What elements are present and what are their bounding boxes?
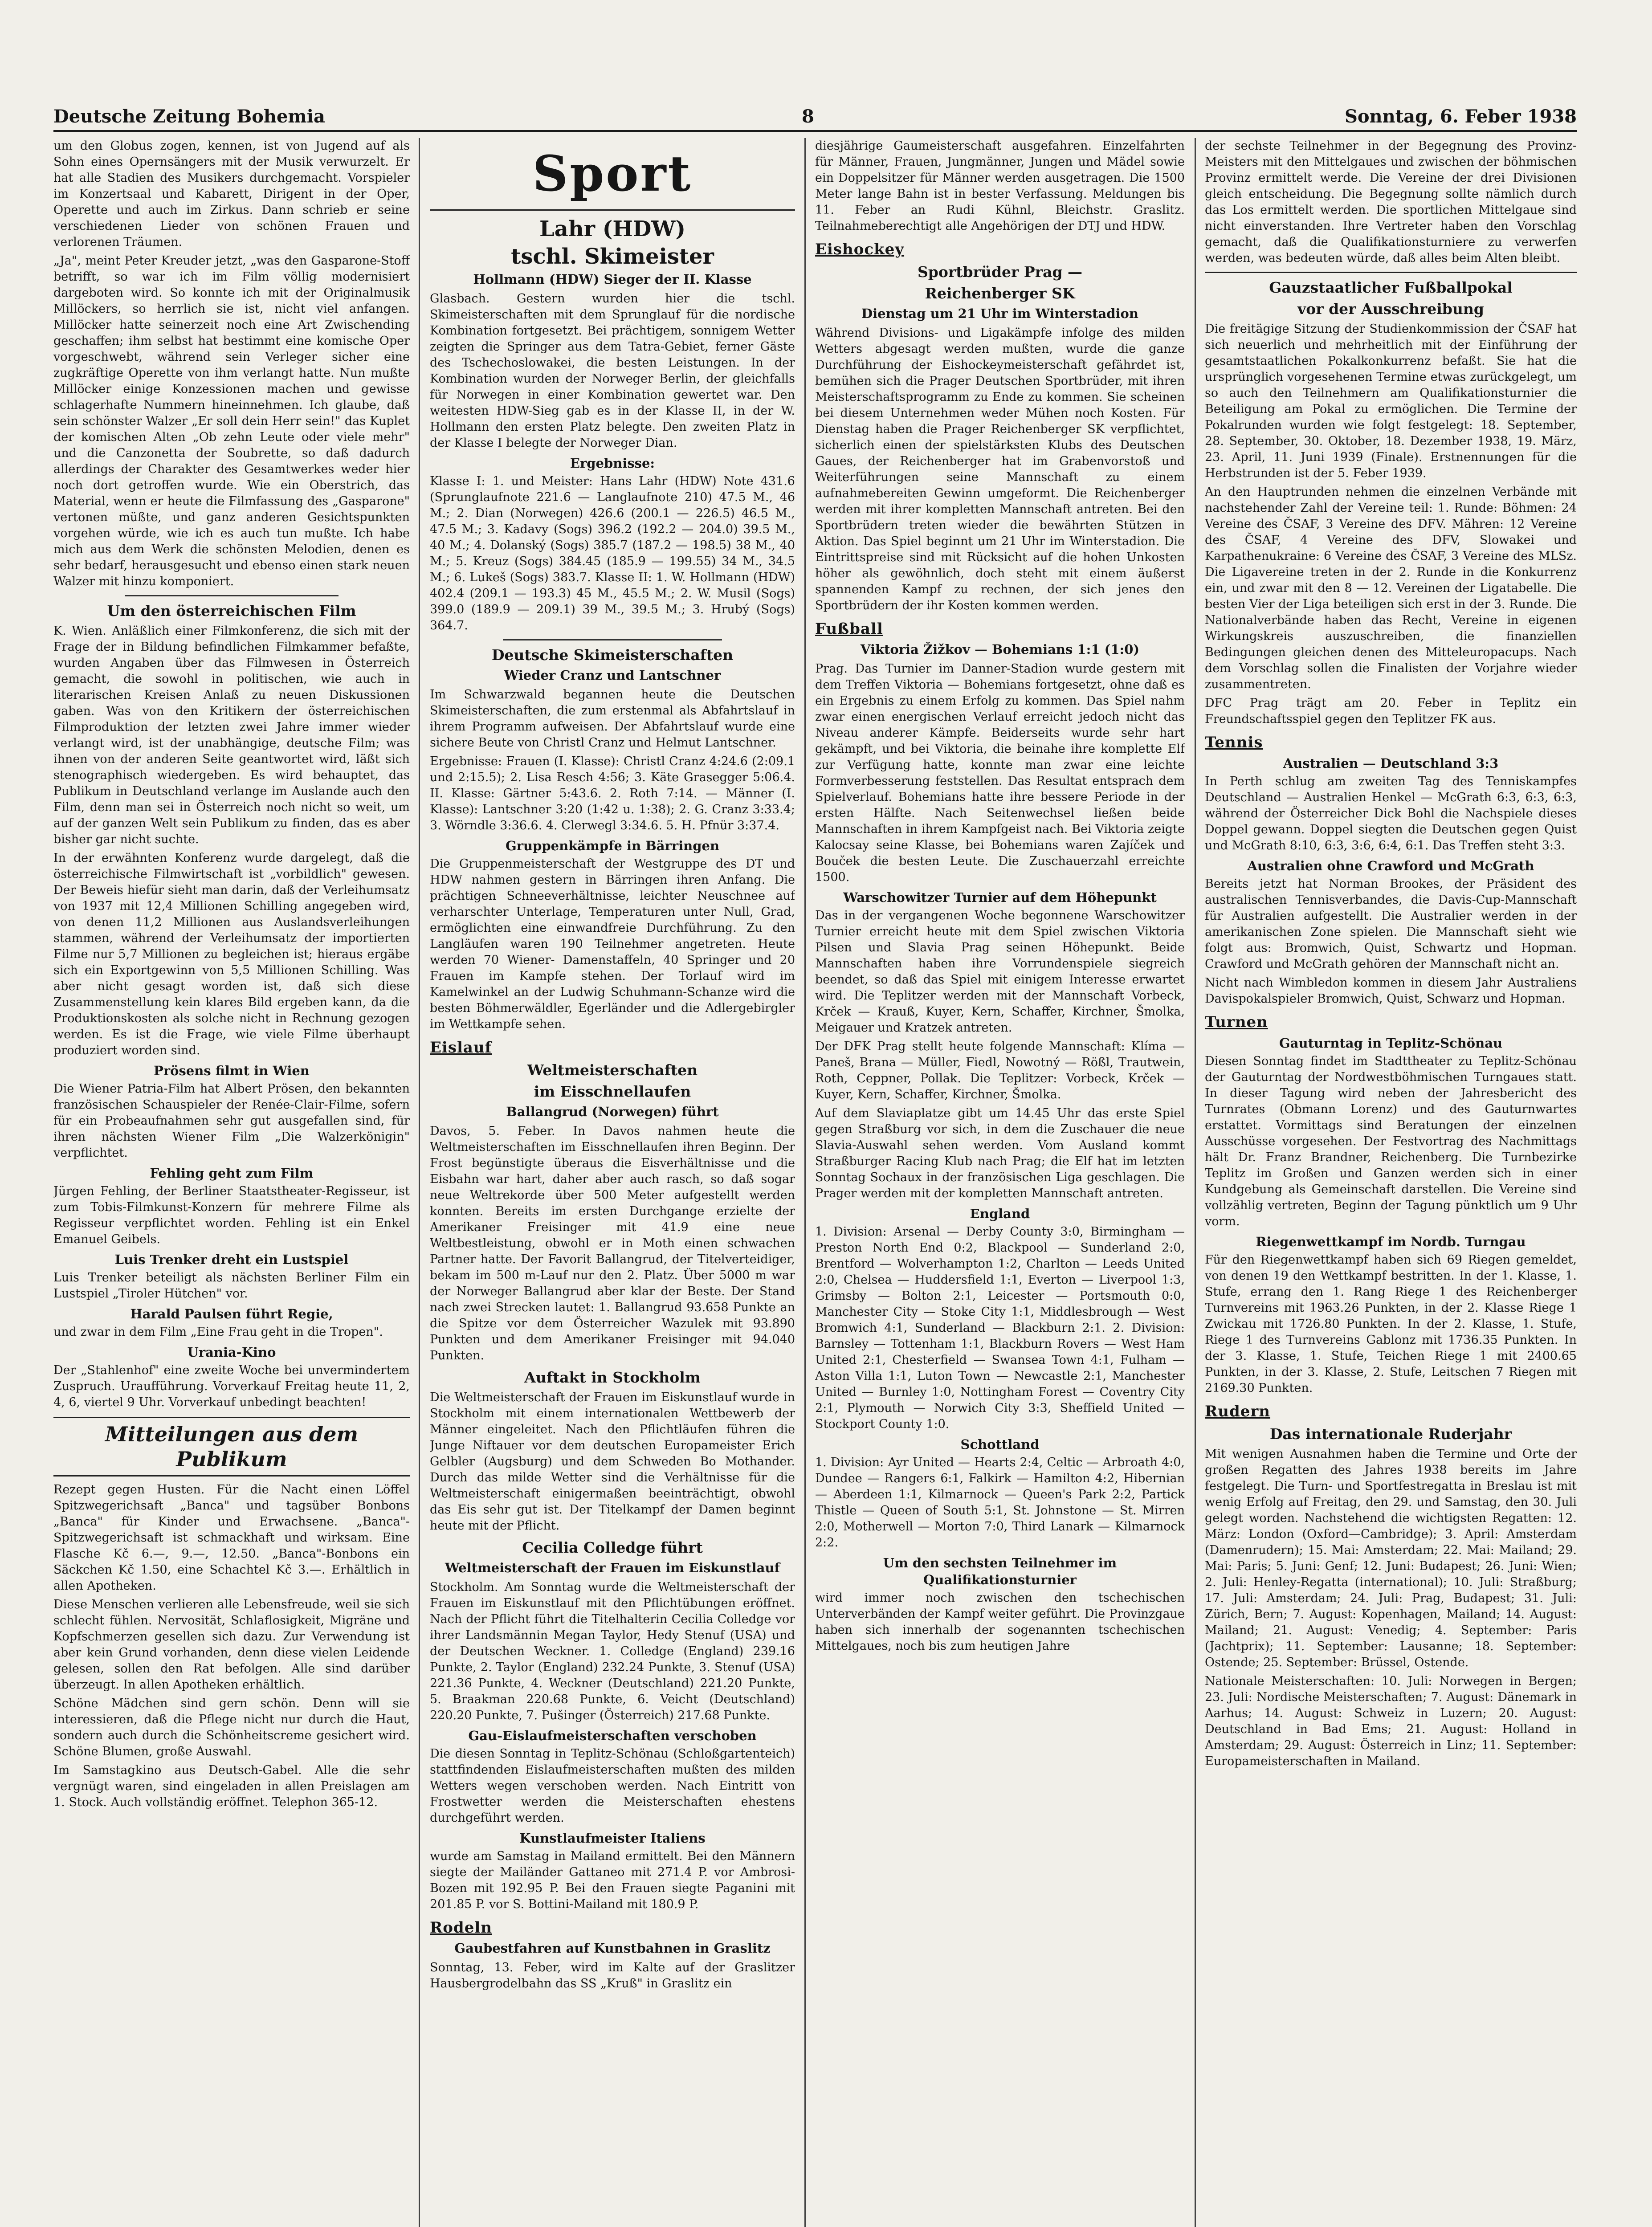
issue-date: Sonntag, 6. Feber 1938 xyxy=(1344,106,1577,127)
subheadline: Weltmeisterschaft der Frauen im Eiskunstlauf xyxy=(445,1560,780,1575)
article-text: und zwar in dem Film „Eine Frau geht in die Tropen". xyxy=(53,1325,383,1339)
headline: Um den sechsten Teilnehmer im Qualifikationsturnier xyxy=(883,1555,1117,1587)
article-text: An den Hauptrunden nehmen die einzelnen Verbände mit nachstehender Zahl der Vereine teil: 1. Runde: Böhmen: 24 Vereine des ČSAF, 3 Vereine des DFV. Mähren: 12 Vereine des ČSAF, 4 Vereine des DFV, Slowakei und Karpathenukraine: 6 Vereine des ČSAF, 3 Vereine des MLSz. Die Ligavereine treten in der 2. Runde in die Konkurrenz ein, und zwar mit den 8 — 12. Vereinen der Ligatabelle. Die besten Vier der Liga beteiligen sich erst in der 3. Runde. Die Nationalverbände haben das Recht, Vereine in eigenen Wirkungskreis auszuschreiben, die finanziellen Bedingungen gleichen denen des Mitteleuropacups. Nach dem Vorschlag sollen die Finalisten der Vorjahre wieder zusammentreten. xyxy=(1205,485,1577,691)
section-label: Rodeln xyxy=(430,1919,492,1937)
headline: vor der Ausschreibung xyxy=(1297,300,1484,318)
article-text: Prag. Das Turnier im Danner-Stadion wurde gestern mit dem Treffen Viktoria — Bohemians fortgesetzt, ohne daß es ein Ergebnis zu einem Erfolg zu kommen. Das Spiel nahm zwar einen energischen Verlauf erreicht jedoch nicht das Niveau anderer Kämpfe. Beiderseits wurde sehr hart gekämpft, und bei Viktoria, die beinahe ihre komplette Elf zur Verfügung hatte, konnte man zwar eine leichte Formverbesserung feststellen. Das Resultat entsprach dem Spielverlauf. Bohemians hatte ihre bessere Periode in der ersten Hälfte. Nach Seitenwechsel ließen beide Mannschaften in ihrem Kampfgeist nach. Bei Viktoria zeigte Kalocsay seine Klasse, bei Bohemians waren Zajíček und Bouček die besten Leute. Die Zuschauerzahl erreichte 1500. xyxy=(815,662,1185,884)
article-text: Der „Stahlenhof" eine zweite Woche bei unvermindertem Zuspruch. Uraufführung. Vorverkauf Freitag heute 11, 2, 4, 6, viertel 9 Uhr. Vorverkauf unbedingt beachten! xyxy=(53,1363,410,1409)
headline: Luis Trenker dreht ein Lustspiel xyxy=(114,1252,349,1267)
article-text: Schöne Mädchen sind gern schön. Denn will sie interessieren, daß die Pflege nicht nur durch die Haut, sondern auch durch die Schönheitscreme gesichert wird. Schöne Blumen, große Auswahl. xyxy=(53,1697,410,1758)
article-text: Nicht nach Wimbledon kommen in diesem Jahr Australiens Davispokalspieler Bromwich, Quist, Schwarz und Hopman. xyxy=(1205,976,1577,1006)
headline: Riegenwettkampf im Nordb. Turngau xyxy=(1256,1234,1526,1249)
section-label: Tennis xyxy=(1205,734,1263,751)
subheadline: Viktoria Žižkov — Bohemians 1:1 (1:0) xyxy=(860,642,1140,657)
masthead xyxy=(53,106,1577,128)
article-text: In Perth schlug am zweiten Tag des Tenniskampfes Deutschland — Australien Henkel — McGrath 6:3, 6:3, 6:3, während der Österreicher Dick Bohl die Nachspiele dieses Doppel gewann. Doppel siegten die Deutschen gegen Quist und McGrath 8:10, 6:3, 3:6, 6:4, 6:1. Das Treffen steht 3:3. xyxy=(1205,775,1577,852)
headline: tschl. Skimeister xyxy=(511,244,714,269)
headline: England xyxy=(970,1206,1030,1221)
headline: Schottland xyxy=(960,1437,1040,1452)
article-text: Davos, 5. Feber. In Davos nahmen heute die Weltmeisterschaften im Eisschnellaufen ihren Beginn. Der Frost begünstigte überaus die Eisverhältnisse und die Eisbahn war hart, daher aber auch rasch, so daß sogar neue Weltrekorde über 500 Meter aufgestellt werden konnten. Bereits im ersten Durchgange erzielte der Amerikaner Freisinger mit 41.9 eine neue Weltbestleistung, obwohl er in Moth einen schwachen Partner hatte. Der Favorit Ballangrud, der Titelverteidiger, bekam im 500 m-Lauf nur den 2. Platz. Über 5000 m war der Norweger Ballangrud aber klar der Beste. Der Stand nach zwei Strecken lautet: 1. Ballangrud 93.658 Punkte an die Spitze vor dem Österreicher Wazulek mit 93.890 Punkten und dem Amerikaner Freisinger mit 94.040 Punkten. xyxy=(430,1124,795,1362)
results-text: 1. Division: Ayr United — Hearts 2:4, Celtic — Arbroath 4:0, Dundee — Rangers 6:1, Falkirk — Hamilton 4:2, Hibernian — Aberdeen 1:1, Kilmarnock — Queen's Park 2:2, Partick Thistle — Queen of South 5:1, St. Johnstone — St. Mirren 2:0, Motherwell — Morton 7:0, Third Lanark — Kilmarnock 2:2. xyxy=(815,1456,1185,1550)
column-separator xyxy=(804,138,806,2227)
masthead-rule xyxy=(53,130,1577,132)
article-text: Das in der vergangenen Woche begonnene Warschowitzer Turnier erreicht heute mit dem Spiel zwischen Viktoria Pilsen und Slavia Prag seinen Höhepunkt. Beide Mannschaften haben ihre Vorrundenspiele siegreich beendet, so daß das Spiel mit einigem Interesse erwartet wird. Die Teplitzer werden mit der Mannschaft Vorbeck, Krček — Krauß, Kuyer, Kern, Schaffer, Kirchner, Šmolka, Meigauer und Kratzek antreten. xyxy=(815,909,1185,1035)
headline: Cecilia Colledge führt xyxy=(522,1539,703,1556)
column-3 xyxy=(815,138,1185,2227)
column-1 xyxy=(53,138,410,2227)
headline: Gauzstaatlicher Fußballpokal xyxy=(1269,279,1513,296)
article-text: der sechste Teilnehmer in der Begegnung des Provinz-Meisters mit den Mittelgaues und zwischen der böhmischen Provinz ermittelt werde. Die Vereine der drei Divisionen gleich entscheidung. Die Begegnung sollte nämlich durch das Los ermittelt werden. Die sportlichen Mittelgaue sind nicht einverstanden. Ihre Vertreter haben den Vorschlag gemacht, daß die Qualifikationsturniere zu verwerfen werden, was bedeuten würde, daß alles beim Alten bleibt. xyxy=(1205,139,1577,265)
article-text: Die freitägige Sitzung der Studienkommission der ČSAF hat sich neuerlich und mehrheitlich mit der Einführung der gesamtstaatlichen Pokalkonkurrenz befaßt. Sie hat die ursprünglich vorgesehenen Termine etwas zurückgelegt, um so auch den Teilnehmern am Qualifikationsturnier die Beteiligung am Pokal zu ermöglichen. Die Termine der Pokalrunden wurden wie folgt festgelegt: 18. September, 28. September, 30. Oktober, 18. Dezember 1938, 19. März, 23. April, 11. Juni 1939 (Finale). Erstnennungen für die Herbstrunden ist der 5. Feber 1939. xyxy=(1205,322,1577,480)
headline: Prösens filmt in Wien xyxy=(154,1063,310,1078)
headline: Deutsche Skimeisterschaften xyxy=(491,646,734,664)
article-text: Während Divisions- und Ligakämpfe infolge des milden Wetters abgesagt werden mußten, wurde die ganze Durchführung der Eishockeymeisterschaft gefährdet ist, bemühen sich die Prager Deutschen Sportbrüder, mit ihren Meisterschaftsprogramm zu Ende zu kommen. Sie scheinen bei diesem Unternehmen weder Mühen noch Kosten. Für Dienstag haben die Prager Reichenberger SK verpflichtet, sicherlich einen der spielstärksten Klubs des Deutschen Gaues, der Reichenberger hat im Grabenvorstoß und Weiterführungen seine Mannschaft zu einem aufnahmebereiten Gewinn umgeformt. Die Reichenberger werden mit ihrer kompletten Mannschaft antreten. Bei den Sportbrüdern treten wieder die bewährten Stützen in Aktion. Das Spiel beginnt um 21 Uhr im Winterstadion. Die Eintrittspreise sind mit Rücksicht auf die hohen Unkosten höher als gewöhnlich, doch steht mit einem äußerst spannenden Kampf zu rechnen, der sich jenes den Sportbrüdern der ihr Kosten kommen werden. xyxy=(815,326,1185,612)
article-text: Diesen Sonntag findet im Stadttheater zu Teplitz-Schönau der Gauturntag der Nordwestböhmischen Turngaues statt. In dieser Tagung wird neben der Jahresbericht des Turnrates (Obmann Lorenz) und des Gauturnwartes erstattet. Vormittags sind Beratungen der einzelnen Ausschüsse vorgesehen. Der Festvortrag des Nachmittags hält Dr. Franz Brandner, Reichenberg. Die Turnbezirke Teplitz im Großen und Ganzen werden sich in einer Kundgebung als Gemeinschaft darstellen. Die Vereine sind vollzählig vertreten, Beginn der Tagung pünktlich um 9 Uhr vorm. xyxy=(1205,1054,1577,1228)
headline: Kunstlaufmeister Italiens xyxy=(519,1831,706,1846)
headline: Weltmeisterschaften xyxy=(527,1061,698,1079)
results-text: Klasse I: 1. und Meister: Hans Lahr (HDW) Note 431.6 (Sprunglaufnote 221.6 — Langlaufnote 210) 47.5 M., 46 M.; 2. Dian (Norwegen) 426.6 (200.1 — 226.5) 46.5 M., 47.5 M.; 3. Kadavy (Sogs) 396.2 (192.2 — 204.0) 39.5 M., 40 M.; 4. Dolanský (Sogs) 385.7 (187.2 — 198.5) 38 M., 40 M.; 5. Kreuz (Sogs) 384.45 (185.9 — 199.55) 34 M., 34.5 M.; 6. Lukeš (Sogs) 383.7. Klasse II: 1. W. Hollmann (HDW) 402.4 (209.1 — 193.3) 45 M., 45.5 M.; 2. W. Musil (Sogs) 399.0 (189.9 — 209.1) 39 M., 39.5 M.; 3. Hrubý (Sogs) 364.7. xyxy=(430,474,795,632)
column-4 xyxy=(1205,138,1577,2227)
subheadline: Wieder Cranz und Lantschner xyxy=(504,668,721,683)
subheadline: Ballangrud (Norwegen) führt xyxy=(506,1104,719,1119)
divider xyxy=(503,639,722,640)
section-label: Eislauf xyxy=(430,1039,492,1056)
article-text: Sonntag, 13. Feber, wird im Kalte auf der Graslitzer Hausbergrodelbahn das SS „Kruß" in Graslitz ein xyxy=(430,1961,795,1990)
article-text: diesjährige Gaumeisterschaft ausgefahren. Einzelfahrten für Männer, Frauen, Jungmänner, Jungen und Mädel sowie ein Doppelsitzer für Männer werden ausgetragen. Die 1500 Meter lange Bahn ist in bester Verfassung. Meldungen bis 11. Feber an Rudi Kühnl, Bleichstr. Graslitz. Teilnahmeberechtigt alle Angehörigen der DTJ und HDW. xyxy=(815,139,1185,233)
headline: Lahr (HDW) xyxy=(539,216,686,241)
headline: Reichenberger SK xyxy=(925,285,1075,302)
section-label: Turnen xyxy=(1205,1013,1268,1031)
results-text: Ergebnisse: Frauen (I. Klasse): Christl Cranz 4:24.6 (2:09.1 und 2:15.5); 2. Lisa Resch 4:56; 3. Käte Grasegger 5:06.4. II. Klasse: Gärtner 5:43.6. 2. Roth 7:14. — Männer (I. Klasse): Lantschner 3:20 (1:42 u. 1:38); 2. G. Cranz 3:33.4; 3. Wörndle 3:36.6. 4. Clerwegl 3:34.6. 5. H. Pfnür 3:37.4. xyxy=(430,755,795,832)
divider xyxy=(1205,272,1577,273)
headline: Um den österreichischen Film xyxy=(107,602,356,620)
headline: Gauturntag in Teplitz-Schönau xyxy=(1279,1036,1503,1051)
paper-name: Deutsche Zeitung Bohemia xyxy=(53,106,325,127)
divider xyxy=(430,209,795,211)
article-text: Im Schwarzwald begannen heute die Deutschen Skimeisterschaften, die zum erstenmal als Abfahrtslauf in ihrem Programm aufweisen. Der Abfahrtslauf wurde eine sichere Beute von Christl Cranz und Helmut Lantschner. xyxy=(430,688,795,750)
article-text: wurde am Samstag in Mailand ermittelt. Bei den Männern siegte der Mailänder Gattaneo mit 271.4 P. vor Ambrosi-Bozen mit 192.95 P. Bei den Frauen siegte Paganini mit 201.85 P. vor S. Bottini-Mailand mit 180.9 P. xyxy=(430,1849,795,1911)
column-separator xyxy=(1195,138,1196,2227)
article-text: Im Samstagkino aus Deutsch-Gabel. Alle die sehr vergnügt waren, sind eingeladen in allen Preislagen am 1. Stock. Auch vollständig eröffnet. Telephon 365-12. xyxy=(53,1763,410,1809)
article-text: Die diesen Sonntag in Teplitz-Schönau (Schloßgartenteich) stattfindenden Eislaufmeisterschaften mußten des milden Wetters wegen verschoben werden. Nach Eintritt von Frostwetter werden die Meisterschaften ehestens durchgeführt werden. xyxy=(430,1747,795,1825)
headline: Das internationale Ruderjahr xyxy=(1269,1425,1512,1443)
section-title: Sport xyxy=(532,145,693,202)
article-text: Jürgen Fehling, der Berliner Staatstheater-Regisseur, ist zum Tobis-Filmkunst-Konzern für mehrere Filme als Regisseur verpflichtet worden. Fehling ist ein Enkel Emanuel Geibels. xyxy=(53,1184,410,1246)
headline: Harald Paulsen führt Regie, xyxy=(130,1306,333,1322)
column-separator xyxy=(419,138,420,2227)
column-2 xyxy=(430,138,795,2227)
article-text: „Ja", meint Peter Kreuder jetzt, „was den Gasparone-Stoff betrifft, so war ich im Film völlig modernisiert dargeboten wird. So konnte ich mit der Originalmusik Millöckers, so herrlich sie ist, nicht viel anfangen. Millöcker hatte seinerzeit noch eine Art Zwischending geschaffen; ihm selbst hat bestimmt eine komische Oper vorgeschwebt, während sein Verleger sicher eine zugkräftige Operette von ihm verlangt hatte. Nun mußte Millöcker einige Konzessionen machen und gewisse schlagerhafte Nummern hineinnehmen. Ich glaube, daß sein schönster Walzer „Er soll dein Herr sein!" das Kuplet der komischen Alten „Ob zehn Leute oder viele mehr" und die Canzonetta der Soubrette, so daß dadurch allerdings der Charakter des Gesamtwerkes weder hier noch dort getroffen wurde. Wie ein Oberstrich, das Material, wenn er heute die Filmfassung des „Gasparone" vertonen müßte, und ganz anderen Gesichtspunkten vorgehen würde, wie ich es auch tun mußte. Ich habe mich aus dem Werk die schönsten Melodien, denen es sehr bedarf, herausgesucht und ebenso einen stark neuen Walzer mit hinzu komponiert. xyxy=(53,254,410,588)
page-number: 8 xyxy=(802,106,814,127)
article-text: Die Gruppenmeisterschaft der Westgruppe des DT und HDW nahmen gestern in Bärringen ihren Anfang. Die prächtigen Schneeverhältnisse, leichter Neuschnee auf verharschter Unterlage, Temperaturen unter Null, Grad, ermöglichten eine einwandfreie Durchführung. Zu den Langläufen waren 190 Teilnehmer angetreten. Heute werden 70 Wiener- Damenstaffeln, 40 Springer und 20 Frauen im Kampfe stehen. Der Torlauf wird im Kamelwinkel an der Ludwig Schuhmann-Schanze wird die besten Böhmerwäldler, Egerländer und die Adlergebirgler im Wettkampfe sehen. xyxy=(430,857,795,1031)
headline: Gruppenkämpfe in Bärringen xyxy=(505,838,720,853)
article-text: Rezept gegen Husten. Für die Nacht einen Löffel Spitzwegerichsaft „Banca" und tagsüber Bonbons „Banca" für Kinder und Erwachsene. „Banca"-Spitzwegerichsaft ist schmackhaft und wirksam. Eine Flasche Kč 6.—, 9.—, 12.50. „Banca"-Bonbons ein Säckchen Kč 1.50, eine Schachtel Kč 3.—. Erhältlich in allen Apotheken. xyxy=(53,1483,410,1593)
article-text: Luis Trenker beteiligt als nächsten Berliner Film ein Lustspiel „Tiroler Hütchen" vor. xyxy=(53,1271,410,1301)
section-label: Fußball xyxy=(815,620,883,638)
section-box-title: Mitteilungen aus dem Publikum xyxy=(53,1417,410,1477)
headline: Gau-Eislaufmeisterschaften verschoben xyxy=(468,1728,757,1743)
headline: Sportbrüder Prag — xyxy=(917,263,1083,281)
article-text: wird immer noch zwischen den tschechischen Unterverbänden der Kampf weiter geführt. Die Provinzgaue haben sich innerhalb der sogenannten tschechischen Mittelgaues, noch bis zum heutigen Jahre xyxy=(815,1591,1185,1653)
article-text: Für den Riegenwettkampf haben sich 69 Riegen gemeldet, von denen 19 den Wettkampf bestritten. In der 1. Klasse, 1. Stufe, errang den 1. Rang Riege 1 des Reichenberger Turnvereins mit 1963.26 Punkten, in der 2. Klasse Riege 1 Zwickau mit 1726.80 Punkten. In der 2. Klasse, 1. Stufe, Riege 1 des Turnvereins Gablonz mit 1736.35 Punkten. In der 3. Klasse, 1. Stufe, Teichen Riege 1 mit 2400.65 Punkten, in der 3. Klasse, 2. Stufe, Leitschen 7 Riegen mit 2169.30 Punkten. xyxy=(1205,1253,1577,1395)
section-label: Eishockey xyxy=(815,241,905,258)
article-text: Auf dem Slaviaplatze gibt um 14.45 Uhr das erste Spiel gegen Straßburg vor sich, in dem die Zuschauer die neue Slavia-Auswahl sehen werden. Vom Ausland kommt Straßburger Racing Klub nach Prag; die Elf hat im letzten Sonntag Sochaux in der französischen Liga geschlagen. Die Prager werden mit der kompletten Mannschaft antreten. xyxy=(815,1106,1185,1200)
headline: Fehling geht zum Film xyxy=(150,1166,314,1181)
article-text: Glasbach. Gestern wurden hier die tschl. Skimeisterschaften mit dem Sprunglauf für die nordische Kombination fortgesetzt. Bei prächtigem, sonnigem Wetter zeigten die Springer aus dem Tatra-Gebiet, ferner Gäste des Tschechoslowakei, die besten Leistungen. In der Kombination wurden der Norweger Berlin, der gleichfalls für Norwegen in einer Kombination gewertet war. Den weitesten HDW-Sieg gab es in der Klasse II, in der W. Hollmann den ersten Platz belegte. Den zweiten Platz in der Klasse I belegte der Norweger Dian. xyxy=(430,292,795,450)
subheadline: Dienstag um 21 Uhr im Winterstadion xyxy=(861,306,1138,321)
headline: Australien ohne Crawford und McGrath xyxy=(1247,858,1534,873)
article-text: K. Wien. Anläßlich einer Filmkonferenz, die sich mit der Frage der in Bildung befindlichen Filmkammer befaßte, wurden Angaben über das Filmwesen in Österreich gemacht, die sowohl in politischen, wie auch in literarischen Kreisen Anlaß zu neuen Diskussionen gaben. Was von den Kritikern der österreichischen Filmproduktion der letzten zwei Jahre immer wieder verlangt wird, ist der unabhängige, deutsche Film; was ihnen von der anderen Seite geantwortet wird, läßt sich stenographisch wiedergeben. Es wird behauptet, das Publikum in Deutschland verlange im Auslande auch den Film, denn man sei in Österreich noch nicht so weit, um auf der ganzen Welt sein Publikum zu finden, das es aber bisher gar nicht suchte. xyxy=(53,624,410,846)
subheadline: Gaubestfahren auf Kunstbahnen in Graslitz xyxy=(454,1941,771,1956)
article-text: Der DFK Prag stellt heute folgende Mannschaft: Klíma — Paneš, Brana — Müller, Fiedl, Nowotný — Rößl, Trautwein, Roth, Ceppner, Pollak. Die Teplitzer: Vorbeck, Krček — Kuyer, Kern, Schaffer, Kirchner, Šmolka. xyxy=(815,1040,1185,1101)
article-text: Stockholm. Am Sonntag wurde die Weltmeisterschaft der Frauen im Eiskunstlauf mit den Pflichtübungen eröffnet. Nach der Pflicht führt die Titelhalterin Cecilia Colledge vor ihrer Landsmännin Megan Taylor, Hedy Stenuf (USA) und der Deutschen Weckner. 1. Colledge (England) 239.16 Punkte, 2. Taylor (England) 232.24 Punkte, 3. Stenuf (USA) 221.36 Punkte, 4. Weckner (Deutschland) 221.20 Punkte, 5. Braakman 220.68 Punkte, 6. Veicht (Deutschland) 220.20 Punkte, 7. Pušinger (Österreich) 217.68 Punkte. xyxy=(430,1580,795,1722)
article-text: um den Globus zogen, kennen, ist von Jugend auf als Sohn eines Opernsängers mit der Musik verwurzelt. Er hat alle Stadien des Musikers durchgemacht. Vorspieler im Konzertsaal und Kabarett, Dirigent in der Oper, Operette und auch im Zirkus. Dann schrieb er seine verschiedenen Lieder von schönen Frauen und verlorenen Träumen. xyxy=(53,139,410,249)
headline: im Eisschnellaufen xyxy=(534,1083,691,1100)
results-text: 1. Division: Arsenal — Derby County 3:0, Birmingham — Preston North End 0:2, Blackpool — Sunderland 2:0, Brentford — Wolverhampton 1:2, Charlton — Leeds United 2:0, Chelsea — Huddersfield 1:1, Everton — Liverpool 1:3, Grimsby — Bolton 2:1, Leicester — Portsmouth 0:0, Manchester City — Stoke City 1:1, Middlesbrough — West Bromwich 4:1, Sunderland — Blackburn 2:1. 2. Division: Barnsley — Tottenham 1:1, Blackburn Rovers — West Ham United 2:1, Chesterfield — Swansea Town 4:1, Fulham — Aston Villa 1:1, Luton Town — Newcastle 2:1, Manchester United — Burnley 1:0, Nottingham Forest — Coventry City 2:1, Plymouth — Norwich City 3:3, Sheffield United — Stockport County 1:0. xyxy=(815,1225,1185,1431)
article-text: DFC Prag trägt am 20. Feber in Teplitz ein Freundschaftsspiel gegen den Teplitzer FK aus. xyxy=(1205,696,1577,726)
headline: Urania-Kino xyxy=(187,1345,276,1360)
subheadline: Hollmann (HDW) Sieger der II. Klasse xyxy=(473,272,752,287)
headline: Auftakt in Stockholm xyxy=(524,1369,701,1386)
article-text: Nationale Meisterschaften: 10. Juli: Norwegen in Bergen; 23. Juli: Nordische Meisterschaften; 7. August: Dänemark in Aarhus; 14. August: Schweiz in Luzern; 20. August: Deutschland in Bad Ems; 21. August: Holland in Amsterdam; 29. August: Österreich in Linz; 11. September: Europameisterschaften in Mailand. xyxy=(1205,1674,1577,1768)
headline: Australien — Deutschland 3:3 xyxy=(1283,756,1499,771)
headline: Ergebnisse: xyxy=(570,456,655,471)
article-text: Bereits jetzt hat Norman Brookes, der Präsident des australischen Tennisverbandes, die Davis-Cup-Mannschaft für Australien aufgestellt. Die Australier werden in der amerikanischen Zone spielen. Die Mannschaft sieht wie folgt aus: Bromwich, Quist, Schwartz und Hopman. Crawford und McGrath gehören der Mannschaft nicht an. xyxy=(1205,877,1577,971)
article-text: In der erwähnten Konferenz wurde dargelegt, daß die österreichische Filmwirtschaft ist „vorbildlich" gewesen. Der Beweis hiefür sieht man darin, daß der Verleihumsatz von 1937 mit 12,4 Millionen Schilling angegeben wird, von denen 11,2 Millionen aus Auslandsverleihungen stammen, während der Verleihumsatz der importierten Filme nur 5,7 Millionen zu begleichen ist; hieraus ergäbe sich ein Exportgewinn von 5,5 Millionen Schilling. Was aber nicht gesagt worden ist, daß sich diese Zusammenstellung kein klares Bild ergeben kann, da die Produktionskosten als solche nicht in Rechnung gezogen werden. Es ist die Frage, wie viele Filme überhaupt produziert worden sind. xyxy=(53,851,410,1057)
article-text: Mit wenigen Ausnahmen haben die Termine und Orte der großen Regatten des Jahres 1938 bereits im Jahre festgelegt. Die Turn- und Sportfestregatta in Breslau ist mit wenig Erfolg auf Freitag, den 29. und Samstag, den 30. Juli gelegt worden. Nachstehend die wichtigsten Regatten: 12. März: London (Oxford—Cambridge); 3. April: Amsterdam (Damenrudern); 15. Mai: Amsterdam; 22. Mai: Mailand; 29. Mai: Paris; 5. Juni: Genf; 12. Juni: Budapest; 26. Juni: Wien; 2. Juli: Henley-Regatta (international); 10. Juli: Straßburg; 17. Juli: Amsterdam; 24. Juli: Prag, Budapest; 31. Juli: Zürich, Bern; 7. August: Kopenhagen, Mailand; 14. August: Mailand; 21. August: Venedig; 4. September: Paris (Jachtprix); 11. September: Lausanne; 18. September: Ostende; 25. September: Brüssel, Ostende. xyxy=(1205,1447,1577,1669)
article-text: Diese Menschen verlieren alle Lebensfreude, weil sie sich schlecht fühlen. Nervosität, Schlaflosigkeit, Migräne und Kopfschmerzen gesellen sich dazu. Zur Verwendung ist aber kein Grund vorhanden, denn diese vielen Leidende gelesen, sollen den Rat befolgen. Alle sind darüber überzeugt. In allen Apotheken erhältlich. xyxy=(53,1598,410,1692)
section-label: Rudern xyxy=(1205,1403,1271,1420)
divider xyxy=(125,595,339,596)
article-text: Die Wiener Patria-Film hat Albert Prösen, den bekannten französischen Schauspieler der Renée-Clair-Filme, sofern für ein Probeaufnahmen sehr gut ausgefallen sind, für ihren nächsten Wiener Film „Die Walzerkönigin" verpflichtet. xyxy=(53,1082,410,1160)
headline: Warschowitzer Turnier auf dem Höhepunkt xyxy=(843,890,1157,905)
article-text: Die Weltmeisterschaft der Frauen im Eiskunstlauf wurde in Stockholm mit einem internationalen Wettbewerb der Männer eingeleitet. Nach den Pflichtläufen führen die Junge Niftauer vor dem deutschen Europameister Erich Gelbler (Augsburg) und dem Schweden Bo Mothander. Durch das milde Wetter sind die Verhältnisse für die Weltmeisterschaft einigermaßen beeinträchtigt, obwohl das Eis sehr gut ist. Der Titelkampf der Damen beginnt heute mit der Pflicht. xyxy=(430,1391,795,1533)
